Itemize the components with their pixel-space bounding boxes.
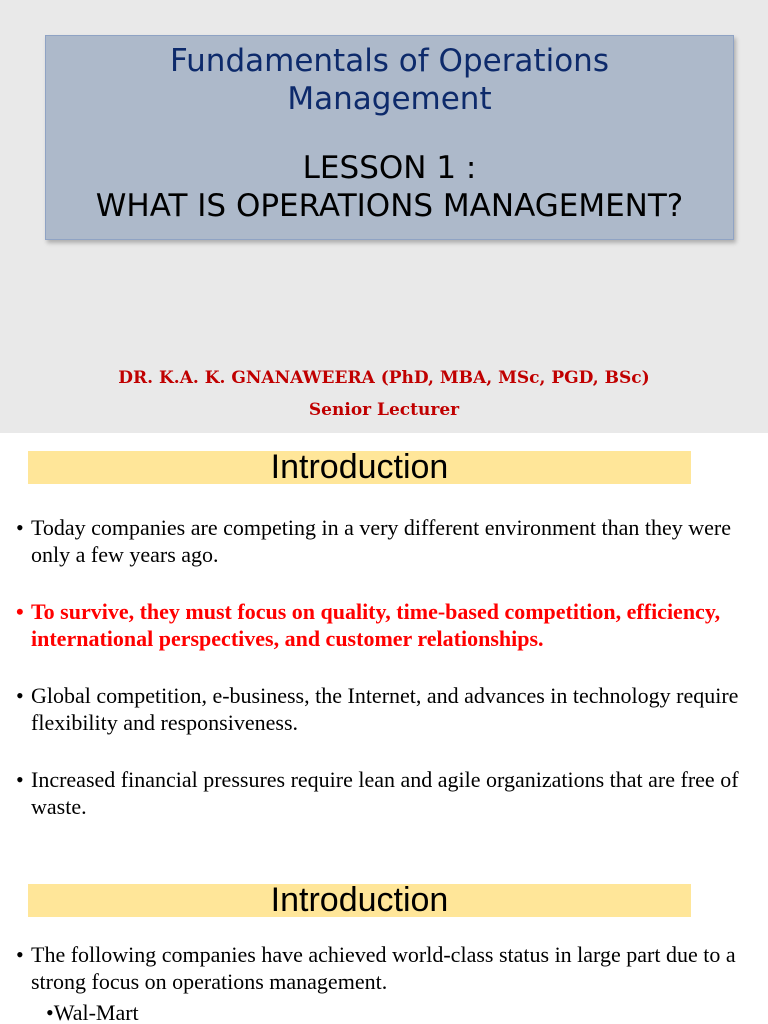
slide2-heading: Introduction	[28, 451, 691, 484]
bullet-text: Global competition, e-business, the Internet, and advances in technology require flexibility and responsiveness.	[31, 683, 739, 735]
bullet-item	[16, 682, 756, 736]
bullet-text: Increased financial pressures require lean and agile organizations that are free of waste.	[31, 767, 739, 819]
bullet-item	[16, 514, 756, 568]
author-name: DR. K.A. K. GNANAWEERA (PhD, MBA, MSc, PGD, BSc)	[118, 368, 650, 388]
bullet-dot-icon: •	[16, 942, 24, 967]
slide3-bullet-list	[16, 941, 756, 995]
bullet-text: Today companies are competing in a very different environment than they were only a few years ago.	[31, 515, 731, 567]
bullet-item	[16, 941, 756, 995]
course-title-line1: Fundamentals of Operations	[170, 43, 609, 79]
course-title-line2: Management	[287, 81, 492, 117]
title-slide	[0, 0, 768, 433]
bullet-dot-icon: •	[16, 683, 24, 708]
bullet-item-emphasis	[16, 598, 756, 652]
title-box	[45, 35, 734, 240]
bullet-text: To survive, they must focus on quality, time-based competition, efficiency, international perspectives, and customer relationships.	[31, 599, 721, 651]
bullet-item	[16, 766, 756, 820]
lesson-block	[46, 149, 733, 225]
author-role: Senior Lecturer	[308, 400, 460, 420]
sub-bullet-item	[46, 999, 139, 1024]
slide2-bullet-list	[16, 514, 756, 850]
bullet-dot-icon: •	[46, 1000, 54, 1024]
bullet-dot-icon: •	[16, 599, 24, 624]
lesson-title: WHAT IS OPERATIONS MANAGEMENT?	[95, 188, 684, 224]
slide3-heading: Introduction	[28, 884, 691, 917]
sub-bullet-text: Wal-Mart	[53, 1000, 139, 1024]
lesson-label: LESSON 1 :	[302, 150, 477, 186]
course-title	[46, 42, 733, 118]
bullet-text: The following companies have achieved world-class status in large part due to a strong focus on operations management.	[31, 942, 736, 994]
bullet-dot-icon: •	[16, 515, 24, 540]
bullet-dot-icon: •	[16, 767, 24, 792]
